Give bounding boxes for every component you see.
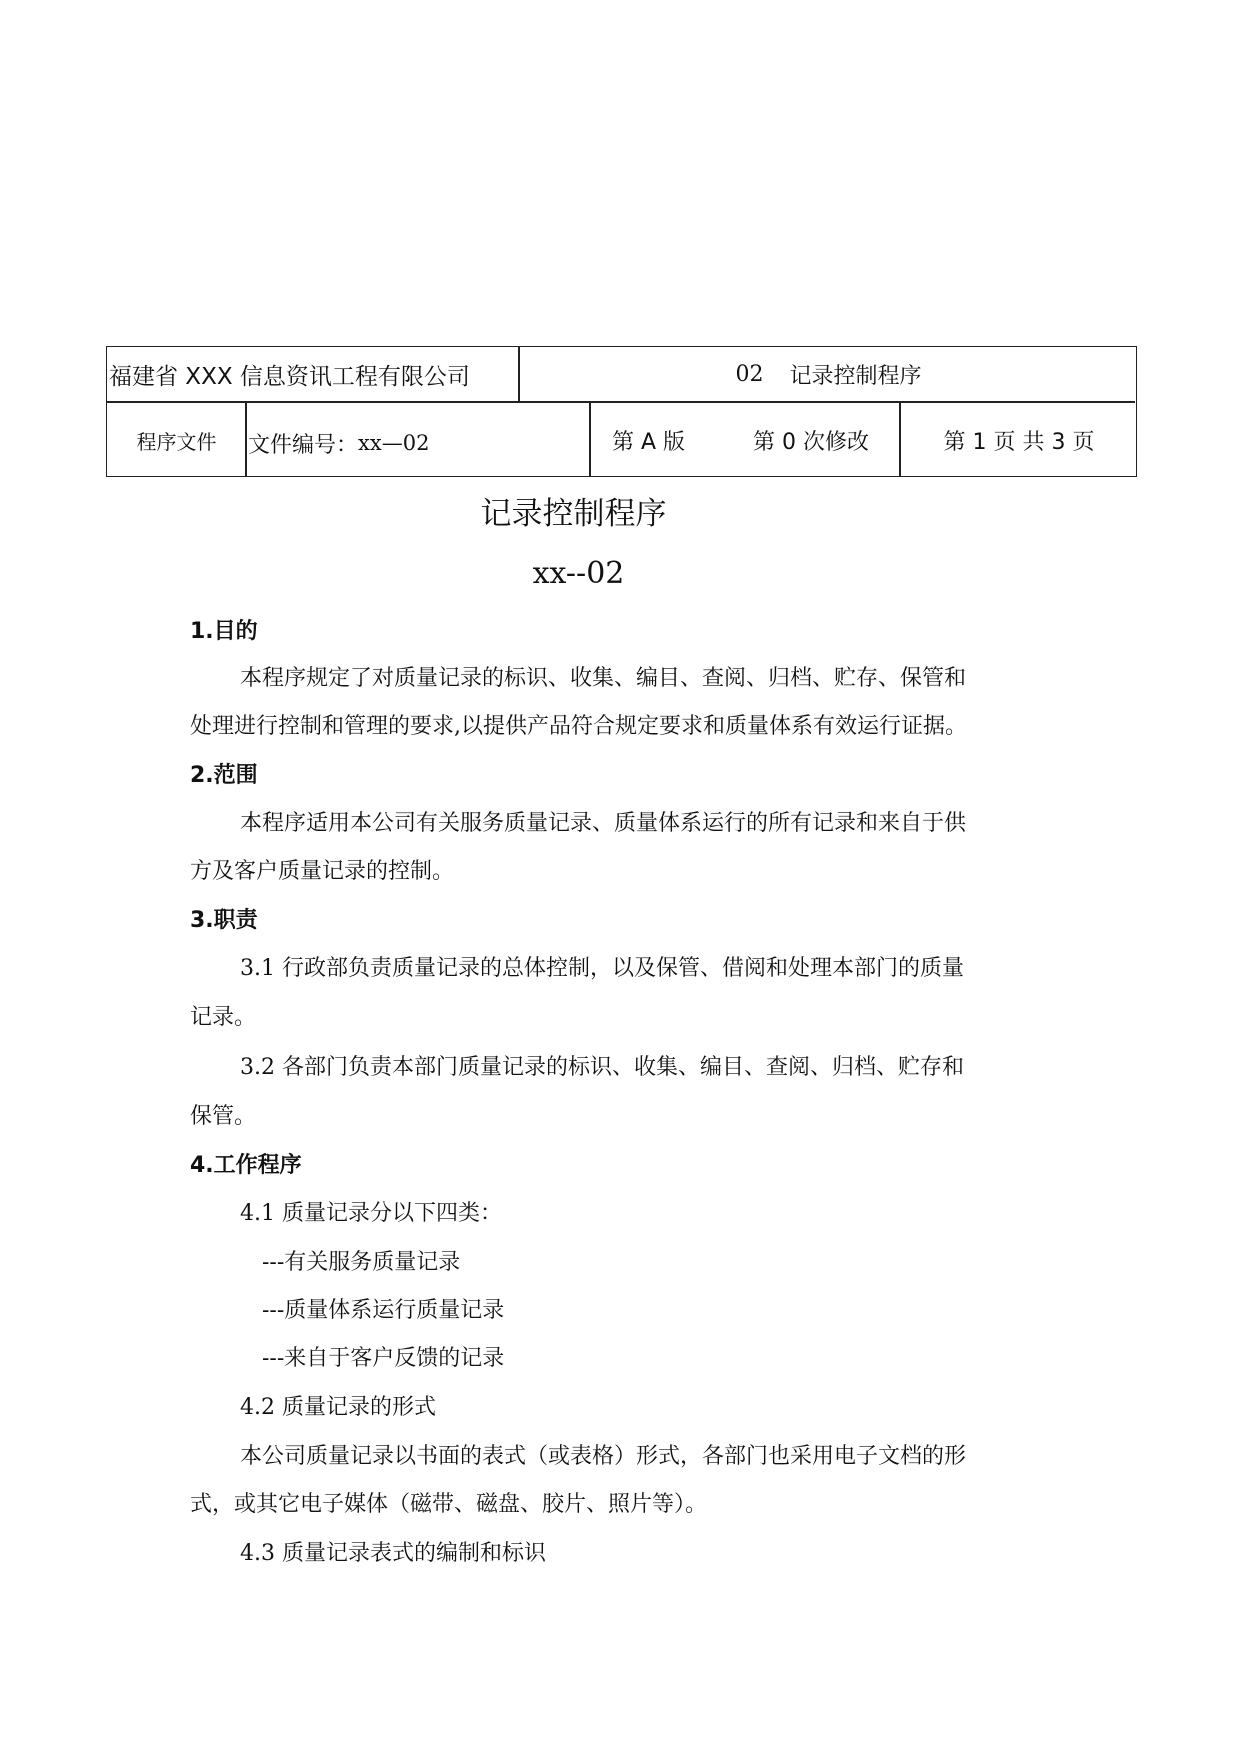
doc-title: 记录控制程序 <box>789 364 922 389</box>
paragraph-line: 4.2 质量记录的形式 <box>240 1395 436 1420</box>
file-number-cell <box>246 402 590 478</box>
table-divider <box>245 402 247 476</box>
document-title: 记录控制程序 <box>480 496 667 532</box>
paragraph-line: 3.2 各部门负责本部门质量记录的标识、收集、编目、查阅、归档、贮存和 <box>240 1055 964 1080</box>
table-divider <box>589 402 591 476</box>
doc-type: 程序文件 <box>136 429 217 454</box>
paragraph-line: 方及客户质量记录的控制。 <box>190 859 455 884</box>
doc-code: 02 <box>735 362 764 387</box>
paragraph-line: 本程序规定了对质量记录的标识、收集、编目、查阅、归档、贮存、保管和 <box>240 666 967 691</box>
section-heading: 4.工作程序 <box>190 1153 302 1178</box>
revision: 第 0 次修改 <box>753 429 869 455</box>
paragraph-line: 式，或其它电子媒体（磁带、磁盘、胶片、照片等）。 <box>190 1492 708 1517</box>
table-divider <box>518 347 520 402</box>
paragraph-line: 本程序适用本公司有关服务质量记录、质量体系运行的所有记录和来自于供 <box>240 811 967 836</box>
paragraph-line: 本公司质量记录以书面的表式（或表格）形式，各部门也采用电子文档的形 <box>240 1444 967 1469</box>
list-item: ---质量体系运行质量记录 <box>262 1298 505 1323</box>
paragraph-line: 4.3 质量记录表式的编制和标识 <box>240 1541 546 1566</box>
list-item: ---有关服务质量记录 <box>262 1250 461 1275</box>
file-number-value: xx—02 <box>358 431 430 455</box>
section-heading: 3.职责 <box>190 908 258 933</box>
page-info: 第 1 页 共 3 页 <box>943 429 1095 455</box>
paragraph-line: 3.1 行政部负责质量记录的总体控制，以及保管、借阅和处理本部门的质量 <box>240 956 964 981</box>
file-number-label: 文件编号： <box>248 432 359 458</box>
paragraph-line: 处理进行控制和管理的要求,以提供产品符合规定要求和质量体系有效运行证据。 <box>190 714 967 739</box>
document-code: xx--02 <box>532 556 625 591</box>
doc-title-cell <box>519 347 1138 402</box>
list-item: ---来自于客户反馈的记录 <box>262 1346 505 1371</box>
company-name: 福建省 XXX 信息资讯工程有限公司 <box>109 364 470 390</box>
paragraph-line: 保管。 <box>190 1104 257 1129</box>
paragraph-line: 记录。 <box>190 1005 257 1030</box>
document-header-table <box>106 346 1137 477</box>
section-heading: 2.范围 <box>190 763 258 788</box>
edition: 第 A 版 <box>612 429 686 455</box>
paragraph-line: 4.1 质量记录分以下四类： <box>240 1201 502 1226</box>
edition-cell <box>590 402 900 478</box>
table-divider <box>107 401 1135 403</box>
section-heading: 1.目的 <box>190 619 258 644</box>
table-divider <box>899 402 901 476</box>
